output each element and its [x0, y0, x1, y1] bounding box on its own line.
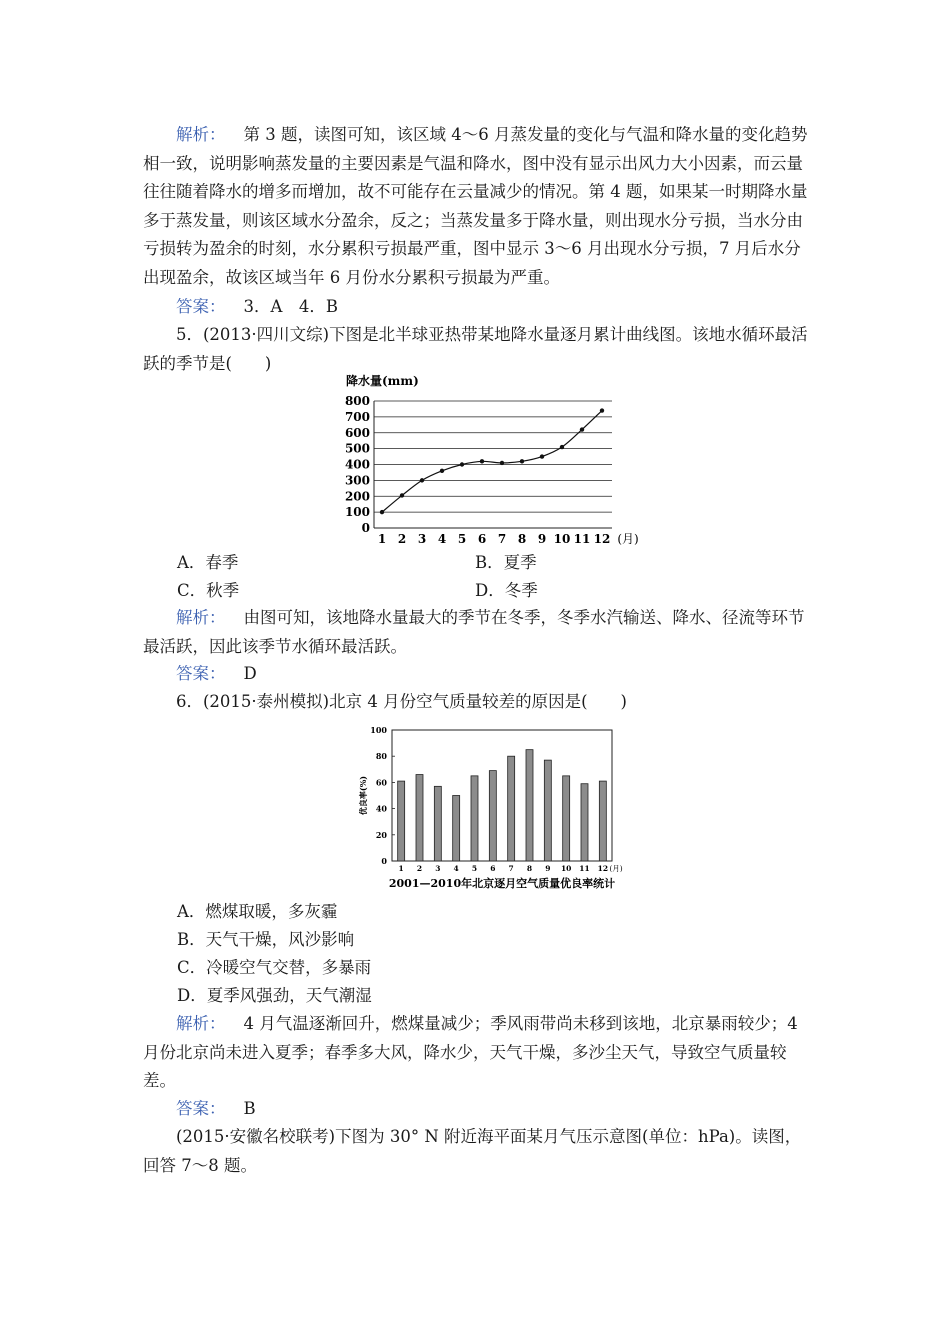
q6-analysis	[143, 1010, 809, 1096]
analysis-label: 解析：	[176, 608, 226, 627]
bar	[471, 776, 478, 861]
y-tick-label: 80	[375, 751, 387, 762]
q5-answer	[143, 660, 809, 689]
x-tick-label: 4	[453, 864, 459, 873]
air-quality-bar-chart	[356, 720, 636, 892]
analysis-label: 解析：	[176, 125, 226, 144]
x-tick-label: 8	[517, 532, 527, 546]
bar	[581, 784, 588, 861]
analysis-text: 由图可知，该地降水量最大的季节在冬季，冬季水汽输送、降水、径流等环节最活跃，因此该季节水循环最活跃。	[143, 608, 805, 656]
precipitation-line-chart	[340, 372, 640, 550]
x-tick-label: 2	[397, 532, 407, 546]
x-tick-label: 12	[593, 532, 611, 546]
x-tick-label: 7	[497, 532, 507, 546]
x-tick-label: 5	[471, 864, 478, 873]
x-tick-label: 10	[553, 532, 571, 546]
analysis-text: 4 月气温逐渐回升，燃煤量减少；季风雨带尚未移到该地，北京暴雨较少；4 月份北京尚未进入夏季；春季多大风，降水少，天气干燥，多沙尘天气，导致空气质量较差。	[143, 1014, 798, 1090]
y-tick-label: 300	[344, 473, 370, 488]
x-tick-label: 3	[435, 864, 441, 873]
x-tick-label: 8	[526, 864, 533, 873]
q6-option-d: D．夏季风强劲，天气潮湿	[177, 986, 372, 1005]
y-axis-label: 优良率(%)	[358, 775, 368, 816]
y-tick-label: 0	[361, 521, 370, 535]
bar	[544, 760, 551, 861]
answer-label: 答案：	[176, 297, 226, 316]
y-tick-label: 800	[344, 394, 370, 408]
x-tick-label: 6	[490, 864, 496, 873]
data-point	[560, 445, 564, 449]
y-tick-label: 500	[344, 441, 370, 456]
q6-stem: 6．(2015·泰州模拟)北京 4 月份空气质量较差的原因是( )	[176, 692, 627, 711]
answer-text: B	[243, 1099, 256, 1118]
x-tick-label: 12	[597, 864, 609, 873]
answer-label: 答案：	[176, 664, 226, 683]
y-tick-label: 40	[375, 803, 387, 814]
data-point	[500, 461, 504, 465]
q5-option-b: B．夏季	[475, 553, 537, 572]
x-axis-label: (月)	[617, 532, 639, 546]
chart-title: 2001—2010年北京逐月空气质量优良率统计	[388, 877, 616, 890]
precipitation-series-line	[382, 411, 602, 513]
q5-stem: 5．(2013·四川文综)下图是北半球亚热带某地降水量逐月累计曲线图。该地水循环最活跃的季节是( )	[143, 325, 808, 373]
bar	[508, 756, 515, 861]
q5-option-a: A．春季	[177, 553, 239, 572]
q5-analysis	[143, 604, 809, 661]
x-tick-label: 7	[508, 864, 514, 873]
data-point	[580, 427, 584, 431]
q6-answer	[143, 1095, 809, 1124]
y-tick-label: 400	[344, 457, 370, 472]
x-tick-label: 11	[573, 532, 591, 546]
data-point	[400, 493, 404, 497]
x-tick-label: 11	[579, 864, 590, 873]
x-tick-label: 1	[398, 864, 404, 873]
y-tick-label: 600	[344, 425, 370, 440]
x-tick-label: 10	[560, 864, 572, 873]
analysis-text: 第 3 题，读图可知，该区域 4～6 月蒸发量的变化与气温和降水量的变化趋势相一致，说明影响蒸发量的主要因素是气温和降水，图中没有显示出风力大小因素，而云量往往随着降水的增多而增加，故不可能存在云量减少的情况。第 4 题，如果某一时期降水量多于蒸发量，则该区域水分盈余，反之；当蒸发量多于降水量，则出现水分亏损，当水分由亏损转为盈余的时刻，水分累积亏损最严重，图中显示 3～6 月出现水分亏损，7 月后水分出现盈余，故该区域当年 6 月份水分累积亏损最为严重。	[143, 125, 808, 287]
y-tick-label: 60	[375, 777, 387, 788]
bar	[563, 776, 570, 861]
q78-stem: (2015·安徽名校联考)下图为 30° N 附近海平面某月气压示意图(单位：hPa)。读图，回答 7～8 题。	[143, 1127, 802, 1175]
bar	[434, 786, 441, 861]
bar	[489, 771, 496, 861]
q5-option-c: C．秋季	[177, 581, 240, 600]
data-point	[440, 469, 444, 473]
x-tick-label: 6	[477, 532, 487, 546]
x-tick-label: 3	[417, 532, 427, 546]
bar	[453, 796, 460, 862]
data-point	[520, 459, 524, 463]
y-tick-label: 200	[344, 489, 370, 504]
x-tick-label: 2	[416, 864, 423, 873]
answer-label: 答案：	[176, 1099, 226, 1118]
x-tick-label: 5	[457, 532, 467, 546]
x-tick-label: 1	[377, 532, 387, 546]
bar	[416, 775, 423, 861]
q6-option-c: C．冷暖空气交替，多暴雨	[177, 958, 372, 977]
plot-frame	[392, 730, 612, 861]
y-tick-label: 0	[381, 856, 387, 866]
analysis-label: 解析：	[176, 1014, 226, 1033]
q6-option-b: B．天气干燥，风沙影响	[177, 930, 355, 949]
x-axis-label: (月)	[609, 864, 623, 873]
data-point	[460, 462, 464, 466]
q34-analysis	[143, 121, 809, 292]
data-point	[380, 510, 384, 514]
bar	[526, 750, 533, 861]
y-tick-label: 100	[370, 725, 387, 735]
y-tick-label: 700	[344, 409, 370, 424]
x-tick-label: 9	[545, 864, 551, 873]
q5-option-d: D．冬季	[475, 581, 538, 600]
data-point	[540, 454, 544, 458]
y-tick-label: 100	[344, 505, 370, 520]
data-point	[420, 478, 424, 482]
bar	[599, 781, 606, 861]
answer-text: 3．A 4．B	[243, 297, 339, 316]
y-tick-label: 20	[375, 829, 387, 840]
x-tick-label: 9	[537, 532, 547, 546]
q6-option-a: A．燃煤取暖，多灰霾	[177, 902, 338, 921]
data-point	[600, 408, 604, 412]
bar	[398, 781, 405, 861]
data-point	[480, 459, 484, 463]
answer-text: D	[243, 664, 257, 683]
q34-answer	[143, 293, 809, 322]
x-tick-label: 4	[437, 532, 447, 546]
y-axis-label: 降水量(mm)	[346, 374, 419, 388]
